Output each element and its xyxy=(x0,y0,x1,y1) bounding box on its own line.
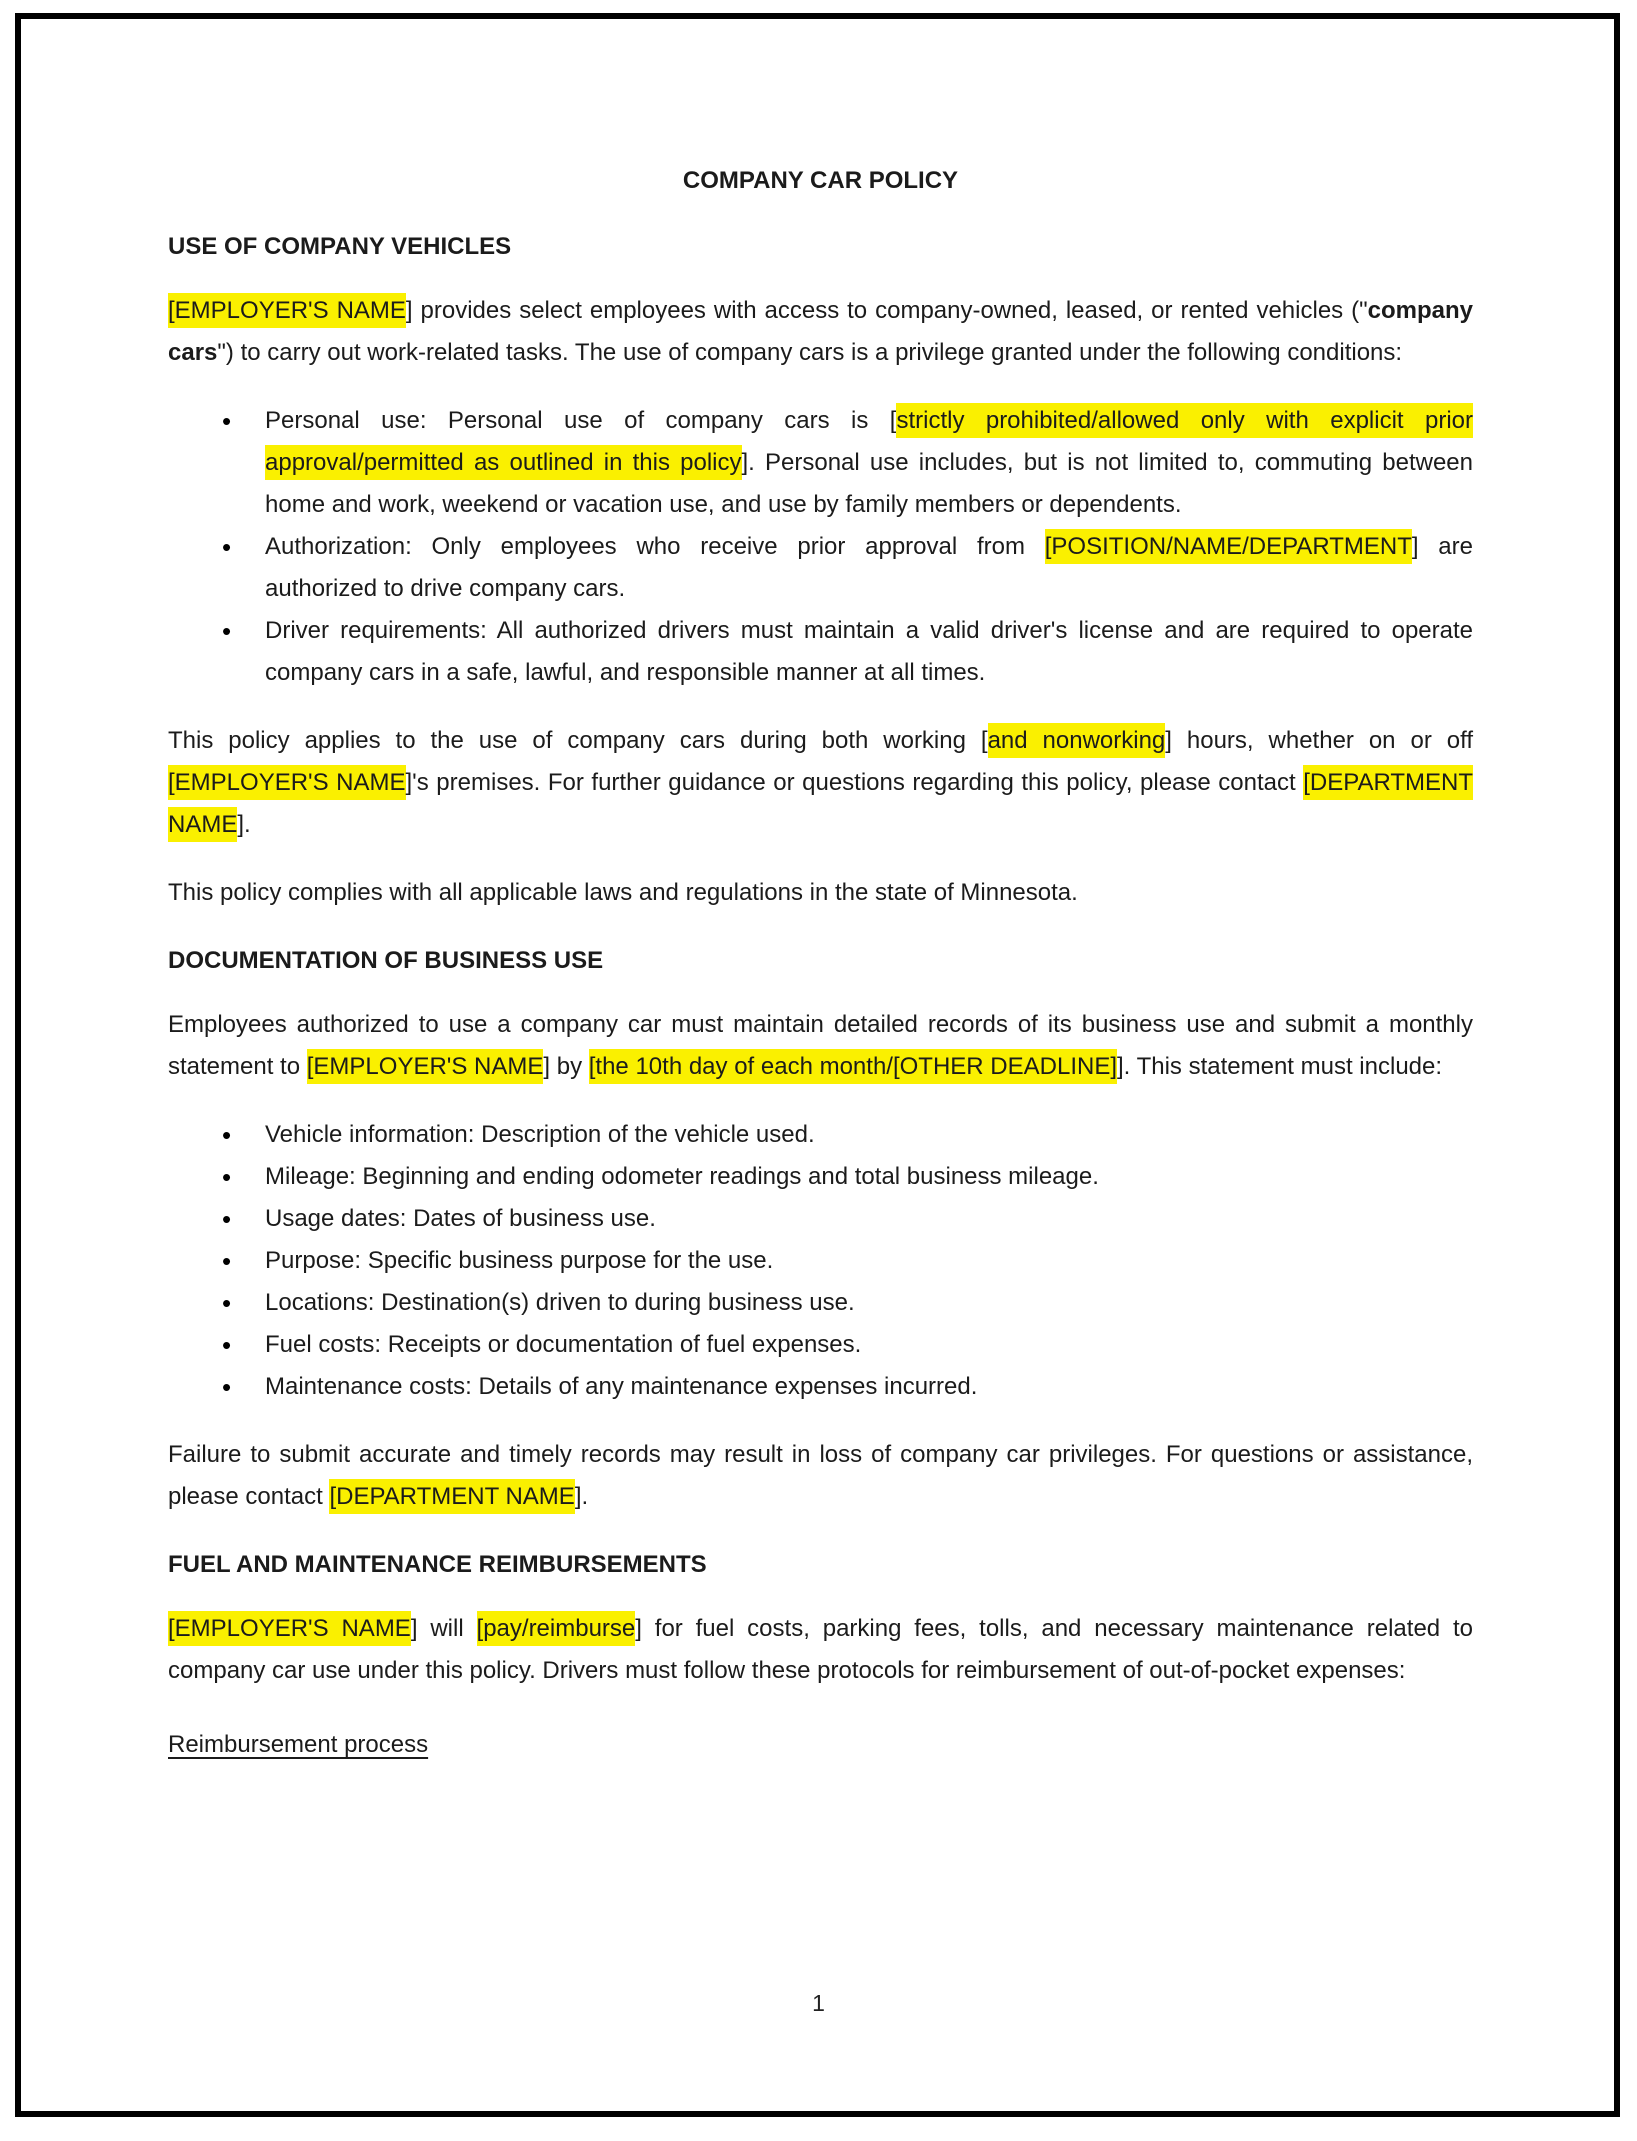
paragraph-failure: Failure to submit accurate and timely records may result in loss of company car privileges. For questions or assistance, please contact [DEPARTMENT NAME]. xyxy=(168,1434,1473,1518)
paragraph-complies: This policy complies with all applicable laws and regulations in the state of Minnesota. xyxy=(168,879,1078,906)
bullet-list-statement-items xyxy=(168,1114,1473,1408)
list-item-vehicle-information: • Vehicle information: Description of the vehicle used. xyxy=(168,1114,1473,1156)
list-item-mileage: • Mileage: Beginning and ending odometer readings and total business mileage. xyxy=(168,1156,1473,1198)
document-page xyxy=(168,160,1473,1766)
bullet-list-conditions xyxy=(168,400,1473,694)
page-title: COMPANY CAR POLICY xyxy=(682,167,959,194)
list-item-driver-requirements: • Driver requirements: All authorized drivers must maintain a valid driver's license and are required to operate company cars in a safe, lawful, and responsible manner at all times. xyxy=(168,610,1473,694)
list-item-personal-use: • Personal use: Personal use of company cars is [strictly prohibited/allowed only with explicit prior approval/permitted as outlined in this policy]. Personal use includes, but is not limited to, commuting between home and work, weekend or vacation use, and use by family members or dependents. xyxy=(168,400,1473,526)
paragraph-intro: [EMPLOYER'S NAME] provides select employees with access to company-owned, leased, or rented vehicles ("company cars") to carry out work-related tasks. The use of company cars is a privilege granted under the following conditions: xyxy=(168,290,1473,374)
section-heading-use-of-company-vehicles: USE OF COMPANY VEHICLES xyxy=(168,233,512,260)
page-number: 1 xyxy=(812,1990,825,2016)
list-item-usage-dates: • Usage dates: Dates of business use. xyxy=(168,1198,1473,1240)
paragraph-fuel: [EMPLOYER'S NAME] will [pay/reimburse] for fuel costs, parking fees, tolls, and necessary maintenance related to company car use under this policy. Drivers must follow these protocols for reimbursement of out-of-pocket expenses: xyxy=(168,1608,1473,1692)
section-heading-documentation: DOCUMENTATION OF BUSINESS USE xyxy=(168,947,604,974)
paragraph-policy-applies: This policy applies to the use of company cars during both working [and nonworking] hours, whether on or off [EMPLOYER'S NAME]'s premises. For further guidance or questions regarding this policy, please contact [DEPARTMENT NAME]. xyxy=(168,720,1473,846)
list-item-purpose: • Purpose: Specific business purpose for the use. xyxy=(168,1240,1473,1282)
section-heading-fuel-reimbursements: FUEL AND MAINTENANCE REIMBURSEMENTS xyxy=(168,1551,707,1578)
list-item-authorization: • Authorization: Only employees who receive prior approval from [POSITION/NAME/DEPARTMENT] are authorized to drive company cars. xyxy=(168,526,1473,610)
paragraph-records: Employees authorized to use a company car must maintain detailed records of its business use and submit a monthly statement to [EMPLOYER'S NAME] by [the 10th day of each month/[OTHER DEADLINE]]. This statement must include: xyxy=(168,1004,1473,1088)
subheading-reimbursement-process: Reimbursement process xyxy=(168,1731,429,1758)
list-item-fuel-costs: • Fuel costs: Receipts or documentation of fuel expenses. xyxy=(168,1324,1473,1366)
list-item-maintenance-costs: • Maintenance costs: Details of any maintenance expenses incurred. xyxy=(168,1366,1473,1408)
list-item-locations: • Locations: Destination(s) driven to during business use. xyxy=(168,1282,1473,1324)
